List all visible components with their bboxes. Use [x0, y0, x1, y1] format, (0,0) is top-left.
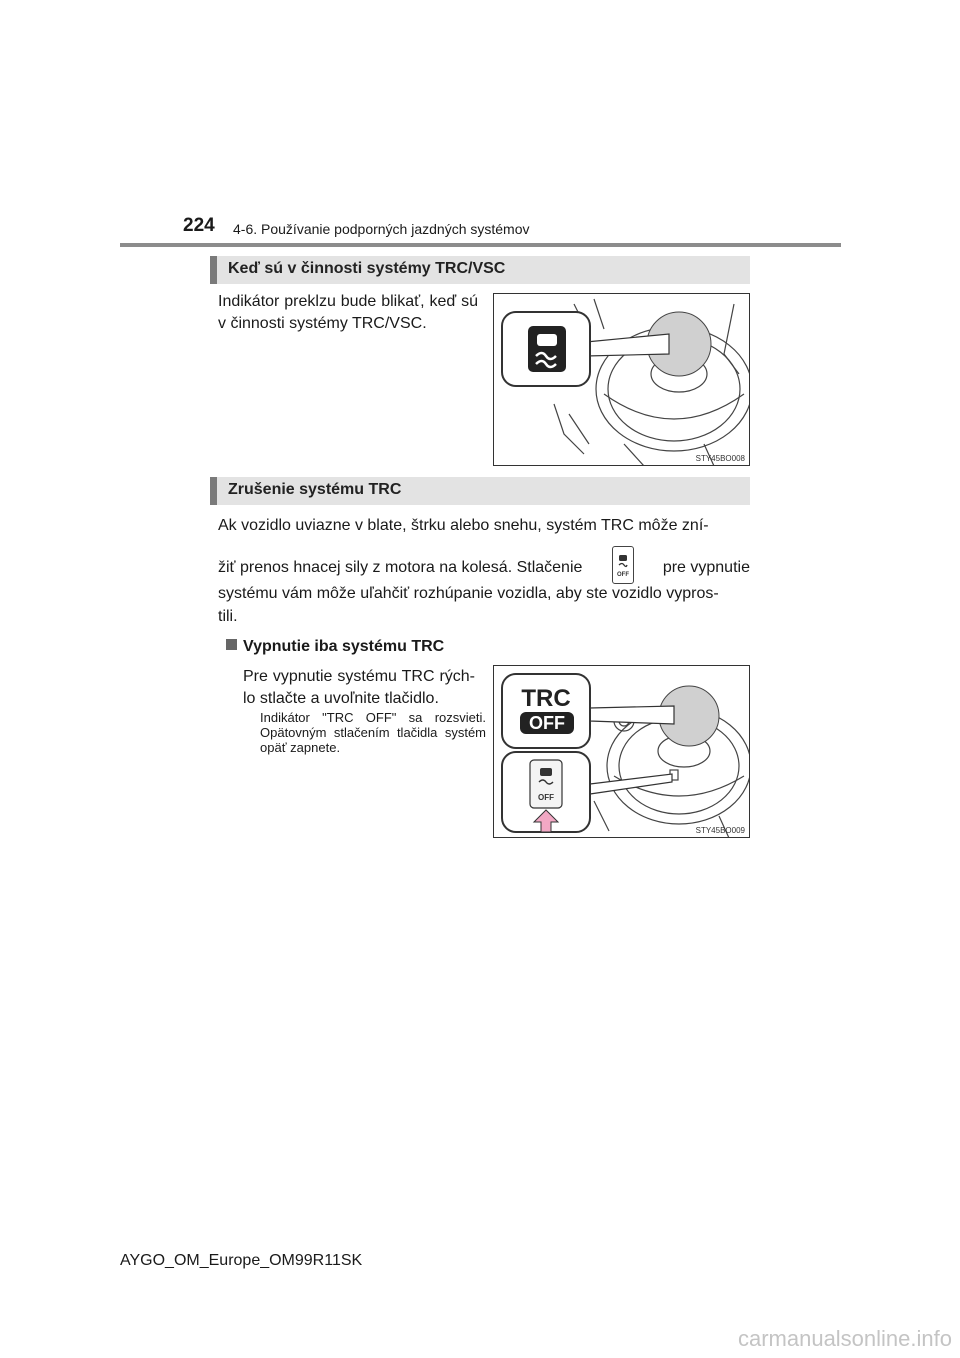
- section-heading-text: Zrušenie systému TRC: [228, 481, 402, 498]
- trc-indicator-label: TRC: [521, 685, 571, 712]
- subsection-heading: [226, 636, 444, 658]
- subsection-body: Pre vypnutie systému TRC rých-lo stlačte a uvoľnite tlačidlo.: [243, 668, 475, 707]
- figure-trc-off: [493, 665, 750, 838]
- page-number: 224: [183, 215, 215, 236]
- section2-line2-before: žiť prenos hnacej sily z motora na kolesá. Stlačenie: [218, 559, 583, 576]
- callout-pointer-bottom: [590, 774, 672, 794]
- section1-body: Indikátor preklzu bude blikať, keď sú v činnosti systémy TRC/VSC.: [218, 293, 478, 332]
- section2-line2: [218, 549, 750, 587]
- section2-line3: systému vám môže uľahčiť rozhúpanie vozidla, aby ste vozidlo vypros-: [218, 585, 719, 602]
- section-heading-trc-cancel: [210, 477, 750, 505]
- figure-code: STY45BO008: [695, 454, 745, 463]
- figure-slip-indicator: [493, 293, 750, 466]
- header-divider: [120, 243, 841, 247]
- dashboard-illustration: [494, 666, 750, 838]
- section2-line2-after: pre vypnutie: [662, 559, 750, 576]
- callout-pointer: [586, 334, 669, 356]
- subsection-note: Indikátor "TRC OFF" sa rozsvieti. Opätovným stlačením tlačidla systém opäť zapnete.: [260, 710, 486, 755]
- button-off-text: OFF: [538, 793, 554, 802]
- off-indicator-label: OFF: [529, 713, 565, 733]
- subsection-heading-text: Vypnutie iba systému TRC: [243, 638, 445, 655]
- chapter-title: 4-6. Používanie podporných jazdných systémov: [233, 221, 530, 237]
- bullet-square-icon: [226, 639, 237, 650]
- figure-code: STY45BO009: [695, 826, 745, 835]
- section-heading-trc-vsc: [210, 256, 750, 284]
- document-id: AYGO_OM_Europe_OM99R11SK: [120, 1252, 363, 1269]
- section-heading-text: Keď sú v činnosti systémy TRC/VSC: [228, 260, 506, 277]
- section2-line1: Ak vozidlo uviazne v blate, štrku alebo snehu, systém TRC môže zní-: [218, 517, 709, 534]
- dashboard-illustration: [494, 294, 750, 466]
- section2-line4: tili.: [218, 608, 238, 625]
- watermark: carmanualsonline.info: [737, 1326, 952, 1351]
- trc-off-button-icon: [612, 546, 634, 584]
- button-off-text: OFF: [616, 572, 629, 578]
- callout-pointer-top: [590, 706, 674, 724]
- skid-indicator-icon: [528, 326, 566, 372]
